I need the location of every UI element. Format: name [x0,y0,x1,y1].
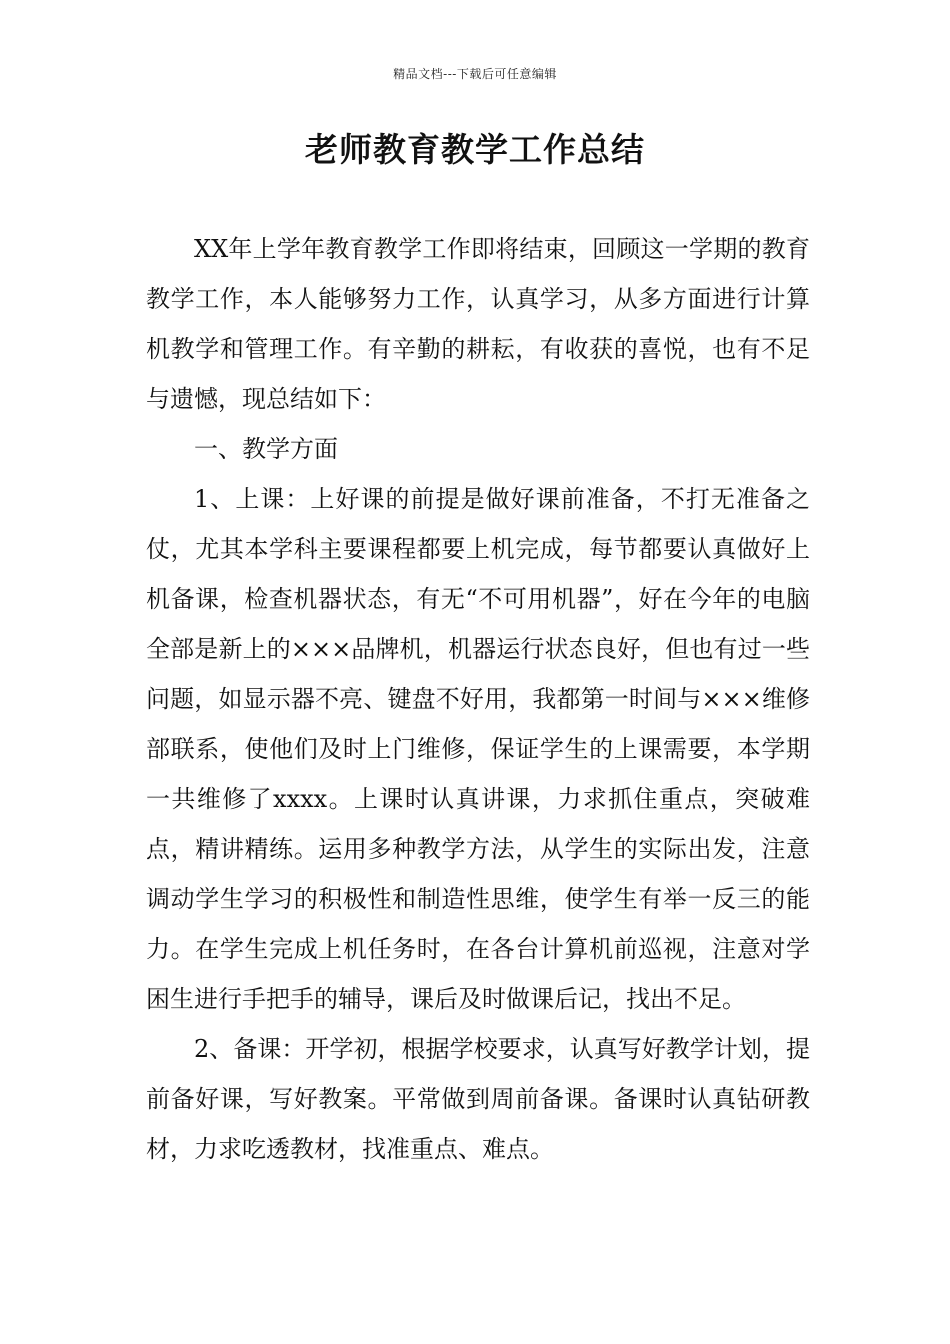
document-body [146,224,810,1174]
paragraph-lessons: 1、上课：上好课的前提是做好课前准备，不打无准备之仗，尤其本学科主要课程都要上机完成，每节都要认真做好上机备课，检查机器状态，有无“不可用机器”，好在今年的电脑全部是新上的×××品牌机，机器运行状态良好，但也有过一些问题，如显示器不亮、键盘不好用，我都第一时间与×××维修部联系，使他们及时上门维修，保证学生的上课需要，本学期一共维修了xxxx。上课时认真讲课，力求抓住重点，突破难点，精讲精练。运用多种教学方法，从学生的实际出发，注意调动学生学习的积极性和制造性思维，使学生有举一反三的能力。在学生完成上机任务时，在各台计算机前巡视，注意对学困生进行手把手的辅导，课后及时做课后记，找出不足。 [146,485,810,1013]
paragraph-intro: XX年上学年教育教学工作即将结束，回顾这一学期的教育教学工作，本人能够努力工作，认真学习，从多方面进行计算机教学和管理工作。有辛勤的耕耘，有收获的喜悦，也有不足与遗憾，现总结如下： [146,235,810,413]
header-note: 精品文档---下载后可任意编辑 [393,67,557,81]
section-heading-teaching: 一、教学方面 [194,435,338,463]
document-title: 老师教育教学工作总结 [305,130,645,169]
paragraph-preparation: 2、备课：开学初，根据学校要求，认真写好教学计划，提前备好课，写好教案。平常做到周前备课。备课时认真钻研教材，力求吃透教材，找准重点、难点。 [146,1035,810,1163]
